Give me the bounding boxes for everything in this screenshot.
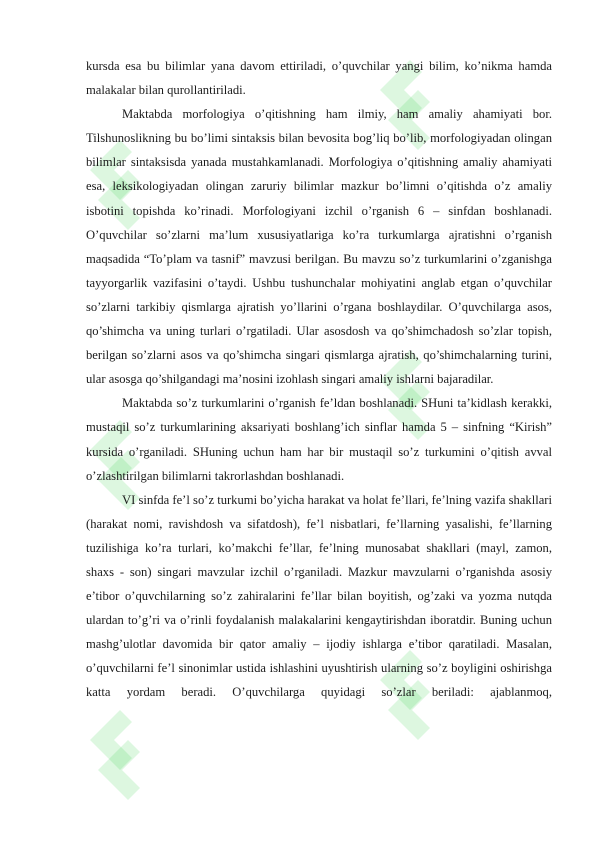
- paragraph-1: kursda esa bu bilimlar yana davom ettiriladi, o’quvchilar yangi bilim, ko’nikma hamda malakalar bilan qurollantiriladi.: [86, 59, 552, 98]
- document-page: [86, 54, 552, 705]
- paragraph-4: VI sinfda fe’l so’z turkumi bo’yicha harakat va holat fe’llari, fe’lning vazifa shakllari (harakat nomi, ravishdosh va sifatdosh), fe’l nisbatlari, fe’llarning yasalishi, fe’llarning tuzilishiga ko’ra turlari, ko’makchi fe’llar, fe’lning munosabat shakllari (mayl, zamon, shaxs - son) singari mavzular izchil o’rganiladi. Mazkur mavzularni o’rganishda asosiy e’tibor o’quvchilarning so’z zahiralarini fe’llar bilan boyitish, og’zaki va yozma nutqda ulardan to’g’ri va o’rinli foydalanish malakalarini kengaytirishdan iboratdir. Buning uchun mashg’ulotlar davomida bir qator amaliy – ijodiy ishlarga e’tibor qaratiladi. Masalan, o’quvchilarni fe’l sinonimlar ustida ishlashini uyushtirish ularning so’z boyligini oshirishga katta yordam beradi. O’quvchilarga quyidagi so’zlar beriladi: ajablanmoq,: [86, 492, 552, 700]
- paragraph-3: Maktabda so’z turkumlarini o’rganish fe’ldan boshlanadi. SHuni ta’kidlash kerakki, mustaqil so’z turkumlarining aksariyati boshlang’ich sinflar hamda 5 – sinfning “Kirish” kursida o’rganiladi. SHuning uchun ham har bir mustaqil so’z turkumini o’qitish avval o’zlashtirilgan bilimlarni takrorlashdan boshlanadi.: [86, 396, 552, 483]
- green-chevron-icon: [80, 690, 280, 790]
- paragraph-2: Maktabda morfologiya o’qitishning ham ilmiy, ham amaliy ahamiyati bor. Tilshunoslikning bu bo’limi sintaksis bilan bevosita bog’liq bo’lib, morfologiyadan olingan bilimlar sintaksisda yanada mustahkamlanadi. Morfologiya o’qitishning amaliy ahamiyati esa, leksikologiyadan olingan zaruriy bilimlar mazkur bo’limni o’qitishda o’z amaliy isbotini topishda ko’rinadi. Morfologiyani izchil o’rganish 6 – sinfdan boshlanadi. O’quvchilar so’zlarni ma’lum xususiyatlariga ko’ra turkumlarga ajratishni o’rganish maqsadida “To’plam va tasnif” mavzusi berilgan. Bu mavzu so’z turkumlarini o’zganishga tayyorgarlik vazifasini o’taydi. Ushbu tushunchalar mohiyatini anglab etgan o’quvchilar so’zlarni tarkibiy qismlarga ajratish yo’llarini o’rgana boshlaydilar. O’quvchilarga asos, qo’shimcha va uning turlari o’rgatiladi. Ular asosdosh va qo’shimchadosh so’zlar topish, berilgan so’zlarni asos va qo’shimcha singari qismlarga ajratish, qo’shimchalarning turini, ular asosga qo’shilgandagi ma’nosini izohlash singari amaliy ishlarni bajaradilar.: [86, 107, 552, 387]
